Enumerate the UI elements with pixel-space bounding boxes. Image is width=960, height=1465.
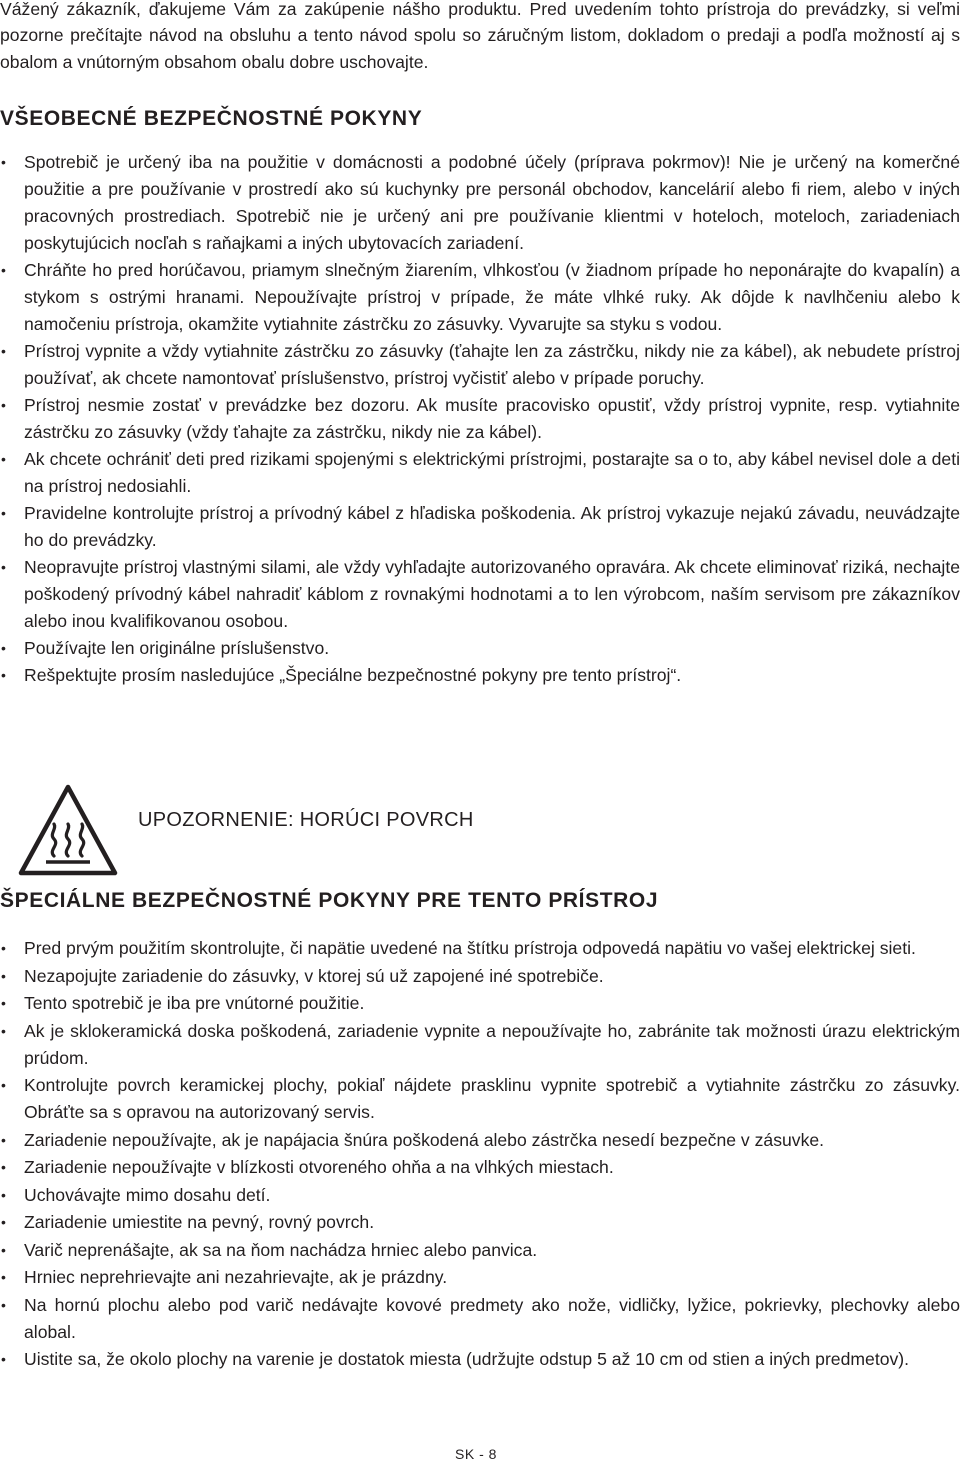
list-item: • Hrniec neprehrievajte ani nezahrievajte, ak je prázdny.: [0, 1264, 960, 1291]
list-item: • Chráňte ho pred horúčavou, priamym slnečným žiarením, vlhkosťou (v žiadnom prípade ho neponárajte do kvapalín) a stykom s ostrými hranami. Nepoužívajte prístroj v prípade, že máte vlhké ruky. Ak dôjde k navlhčeniu alebo k namočeniu prístroja, okamžite vytiahnite zástrčku zo zásuvky. Vyvarujte sa styku s vodou.: [0, 257, 960, 338]
hot-surface-warning-icon: [18, 784, 118, 876]
list-item: • Ak je sklokeramická doska poškodená, zariadenie vypnite a nepoužívajte ho, zabránite tak možnosti úrazu elektrickým prúdom.: [0, 1018, 960, 1072]
list-item: • Zariadenie nepoužívajte, ak je napájacia šnúra poškodená alebo zástrčka nesedí bezpečne v zásuvke.: [0, 1127, 960, 1154]
list-item: • Zariadenie nepoužívajte v blízkosti otvoreného ohňa a na vlhkých miestach.: [0, 1154, 960, 1181]
bullet-icon: •: [1, 1296, 6, 1313]
bullet-icon: •: [1, 940, 6, 956]
general-safety-heading: VŠEOBECNÉ BEZPEČNOSTNÉ POKYNY: [0, 107, 423, 130]
bullet-icon: •: [1, 559, 6, 575]
list-item: • Spotrebič je určený iba na použitie v domácnosti a podobné účely (príprava pokrmov)! Nie je určený na komerčné použitie a pre používanie v prostredí ako sú kuchynky pre personál obchodov, kancelárií alebo fi riem, alebo v iných pracovných prostrediach. Spotrebič nie je určený ani pre používanie klientmi v hoteloch, moteloch, zariadeniach poskytujúcich nocľah s raňajkami a iných ubytovacích zariadení.: [0, 149, 960, 257]
list-item: • Uchovávajte mimo dosahu detí.: [0, 1182, 960, 1209]
bullet-icon: •: [1, 343, 6, 359]
special-safety-list: [0, 935, 960, 1374]
list-item: • Prístroj vypnite a vždy vytiahnite zástrčku zo zásuvky (ťahajte len za zástrčku, nikdy nie za kábel), ak nebudete prístroj používať, ak chcete namontovať príslušenstvo, prístroj vyčistiť alebo v prípade poruchy.: [0, 338, 960, 392]
list-item: • Prístroj nesmie zostať v prevádzke bez dozoru. Ak musíte pracovisko opustiť, vždy prístroj vypnite, resp. vytiahnite zástrčku zo zásuvky (vždy ťahajte za zástrčku, nikdy nie za kábel).: [0, 392, 960, 446]
list-item: • Nezapojujte zariadenie do zásuvky, v ktorej sú už zapojené iné spotrebiče.: [0, 963, 960, 990]
bullet-icon: •: [1, 1077, 6, 1093]
bullet-icon: •: [1, 397, 6, 413]
bullet-icon: •: [1, 262, 6, 278]
list-item: • Pravidelne kontrolujte prístroj a prívodný kábel z hľadiska poškodenia. Ak prístroj vykazuje nejakú závadu, neuvádzajte ho do prevádzky.: [0, 500, 960, 554]
list-item: • Používajte len originálne príslušenstvo.: [0, 635, 960, 662]
general-safety-list: [0, 149, 960, 689]
bullet-icon: •: [1, 1022, 6, 1039]
bullet-icon: •: [1, 995, 6, 1011]
list-item: • Uistite sa, že okolo plochy na varenie je dostatok miesta (udržujte odstup 5 až 10 cm od stien a iných predmetov).: [0, 1346, 960, 1373]
list-item: • Ak chcete ochrániť deti pred rizikami spojenými s elektrickými prístrojmi, postarajte sa o to, aby kábel nevisel dole a deti na prístroj nedosiahli.: [0, 446, 960, 500]
list-item: • Tento spotrebič je iba pre vnútorné použitie.: [0, 990, 960, 1017]
bullet-icon: •: [1, 1131, 6, 1148]
bullet-icon: •: [1, 154, 6, 170]
intro-paragraph: Vážený zákazník, ďakujeme Vám za zakúpenie nášho produktu. Pred uvedením tohto prístroja do prevádzky, si veľmi pozorne prečítajte návod na obsluhu a tento návod spolu so záručným listom, dokladom o predaji a podľa možností aj s obalom a vnútorným obsahom obalu dobre uschovajte.: [0, 0, 960, 72]
special-safety-heading: ŠPECIÁLNE BEZPEČNOSTNÉ POKYNY PRE TENTO PRÍSTROJ: [0, 889, 659, 912]
bullet-icon: •: [1, 1214, 6, 1230]
bullet-icon: •: [1, 1186, 6, 1203]
warning-label: UPOZORNENIE: HORÚCI POVRCH: [138, 809, 474, 831]
bullet-icon: •: [1, 667, 6, 683]
list-item: • Neopravujte prístroj vlastnými silami, ale vždy vyhľadajte autorizovaného opravára. Ak chcete eliminovať riziká, nechajte poškodený prívodný kábel nahradiť káblom z rovnakými hodnotami a to len výrobcom, naším servisom pre zákazníkov alebo inou kvalifikovanou osobou.: [0, 554, 960, 635]
bullet-icon: •: [1, 1159, 6, 1175]
bullet-icon: •: [1, 640, 6, 656]
bullet-icon: •: [1, 451, 6, 467]
list-item: • Kontrolujte povrch keramickej plochy, pokiaľ nájdete prasklinu vypnite spotrebič a vytiahnite zástrčku zo zásuvky. Obráťte sa s opravou na autorizovaný servis.: [0, 1072, 960, 1126]
page-number: SK - 8: [455, 1446, 497, 1462]
bullet-icon: •: [1, 1351, 6, 1367]
bullet-icon: •: [1, 967, 6, 984]
bullet-icon: •: [1, 1241, 6, 1258]
bullet-icon: •: [1, 1269, 6, 1285]
list-item: • Na hornú plochu alebo pod varič nedávajte kovové predmety ako nože, vidličky, lyžice, pokrievky, plechovky alebo alobal.: [0, 1292, 960, 1346]
list-item: • Zariadenie umiestite na pevný, rovný povrch.: [0, 1209, 960, 1236]
list-item: • Varič neprenášajte, ak sa na ňom nachádza hrniec alebo panvica.: [0, 1237, 960, 1264]
list-item: • Rešpektujte prosím nasledujúce „Špeciálne bezpečnostné pokyny pre tento prístroj“.: [0, 662, 960, 689]
list-item: • Pred prvým použitím skontrolujte, či napätie uvedené na štítku prístroja odpovedá napätiu vo vašej elektrickej sieti.: [0, 935, 960, 962]
bullet-icon: •: [1, 505, 6, 521]
